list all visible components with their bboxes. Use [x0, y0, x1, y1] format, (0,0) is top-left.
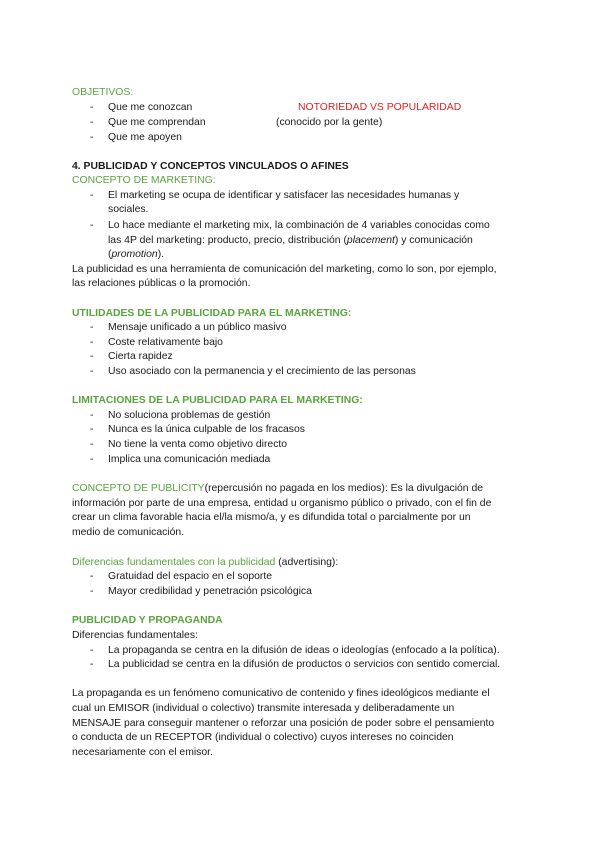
conocido-note: (conocido por la gente)	[276, 117, 383, 128]
section-title: 4. PUBLICIDAD Y CONCEPTOS VINCULADOS O AFINES	[72, 161, 349, 172]
concepto-marketing-heading: CONCEPTO DE MARKETING:	[72, 175, 216, 186]
list-item-continuation: las 4P del marketing: producto, precio, distribución (placement) y comunicación	[108, 235, 473, 246]
publicity-paragraph-line: CONCEPTO DE PUBLICITY(repercusión no pagada en los medios): Es la divulgación de	[72, 483, 484, 494]
paragraph-line: medio de comunicación.	[72, 527, 185, 538]
objetivos-heading: OBJETIVOS:	[72, 87, 134, 98]
utilidades-heading: UTILIDADES DE LA PUBLICIDAD PARA EL MARKETING:	[72, 308, 352, 319]
limitaciones-heading: LIMITACIONES DE LA PUBLICIDAD PARA EL MARKETING:	[72, 395, 363, 406]
paragraph-line: La publicidad es una herramienta de comunicación del marketing, como lo son, por ejemplo,	[72, 264, 497, 275]
diferencias-heading: Diferencias fundamentales con la publicidad (advertising):	[72, 557, 339, 568]
list-item-continuation: (promotion).	[108, 249, 165, 260]
paragraph-line: información por parte de una empresa, entidad u organismo público o privado, con el fin de	[72, 498, 492, 509]
paragraph-line: o conducta de un RECEPTOR (individual o colectivo) cuyos intereses no coinciden	[72, 732, 454, 743]
paragraph-line: crear un clima favorable hacia el/la mismo/a, y es difundida total o parcialmente por un	[72, 512, 471, 523]
paragraph-line: cual un EMISOR (individual o colectivo) transmite interesada y deliberadamente un	[72, 703, 455, 714]
propaganda-heading: PUBLICIDAD Y PROPAGANDA	[72, 615, 223, 626]
paragraph-line: MENSAJE para conseguir mantener o reforzar una posición de poder sobre el pensamiento	[72, 718, 495, 729]
notoriedad-label: NOTORIEDAD VS POPULARIDAD	[298, 102, 462, 113]
propaganda-subheading: Diferencias fundamentales:	[72, 630, 198, 641]
paragraph-line: necesariamente con el emisor.	[72, 747, 213, 758]
paragraph-line: La propaganda es un fenómeno comunicativo de contenido y fines ideológicos mediante el	[72, 688, 490, 699]
paragraph-line: las relaciones públicas o la promoción.	[72, 278, 251, 289]
document-page: OBJETIVOS: - Que me conozcan NOTORIEDAD VS POPULARIDAD - Que me comprendan (conocido por la gente) - Que me apoyen 4. PUBLICIDAD Y CONCEPTOS VINCULADOS O AFINES CONCEPTO DE MARKETING: - El marketing se ocupa de identificar y satisfacer las necesidades humanas y sociales. - Lo hace mediante el marketing mix, la combinación de 4 variables conocidas como las 4P del marketing: producto, precio, distribución (placement) y comunicación (promotion). La publicidad es una herramienta de comunicación del marketing, como lo son, por ejemplo, las relaciones públicas o la promoción. UTILIDADES DE LA PUBLICIDAD PARA EL MARKETING: - Mensaje unificado a un público masivo - Coste relativamente bajo - Cierta rapidez - Uso asociado con la permanencia y el crecimiento de las personas LIMITACIONES DE LA PUBLICIDAD PARA EL MARKETING: - No soluciona problemas de gestión - Nunca es la única culpable de los fracasos - No tiene la venta como objetivo directo - Implica una comunicación mediada CONCEPTO DE PUBLICITY(repercusión no pagada en los medios): Es la divulgación de información por parte de una empresa, entidad u organismo público o privado, con el fin de crear un clima favorable hacia el/la mismo/a, y es difundida total o parcialmente por un medio de comunicación. Diferencias fundamentales con la publicidad (advertising): - Gratuidad del espacio en el soporte - Mayor credibilidad y penetración psicológica PUBLICIDAD Y PROPAGANDA Diferencias fundamentales: - La propaganda se centra en la difusión de ideas o ideologías (enfocado a la política). - La publicidad se centra en la difusión de productos o servicios con sentido comercial. La propaganda es un fenómeno comunicativo de contenido y fines ideológicos mediante el cual un EMISOR (individual o colectivo) transmite interesada y deliberadamente un MENSAJE para conseguir mantener o reforzar una posición de poder sobre el pensamiento o conducta de un RECEPTOR (individual o colectivo) cuyos intereses no coinciden necesariamente con el emisor.	[72, 87, 501, 758]
list-item-continuation: sociales.	[108, 204, 149, 215]
